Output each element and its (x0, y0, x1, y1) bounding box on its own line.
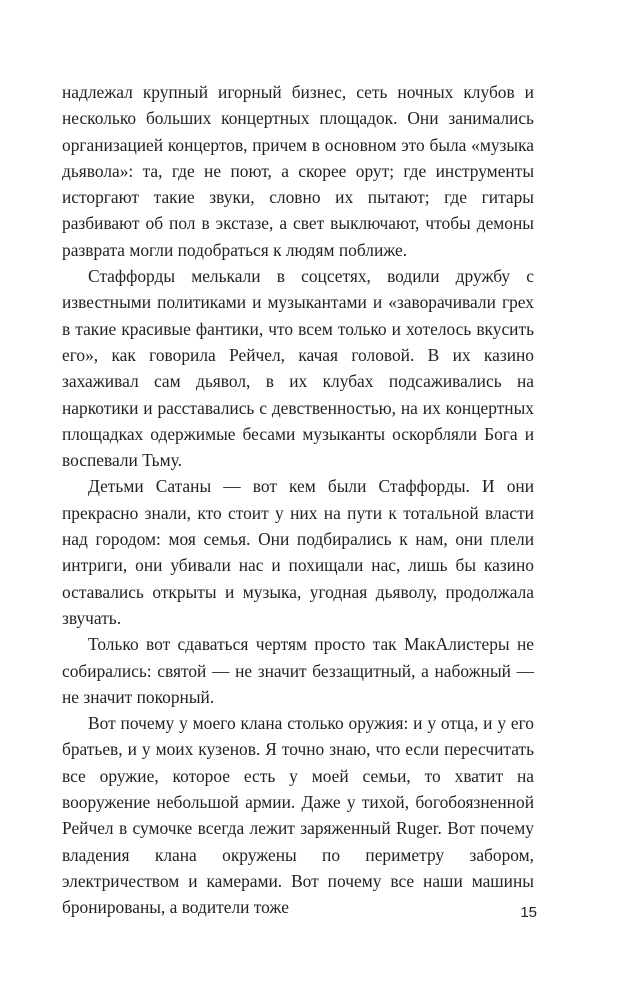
paragraph-staffords-social: Стаффорды мелькали в соцсетях, водили дружбу с известными политиками и музыкантами и «заворачивали грех в такие красивые фантики, что всем только и хотелось вкусить его», как говорила Рейчел, качая головой. В их казино захаживал сам дьявол, в их клубах подсаживались на наркотики и расставались с девственностью, на их концертных площадках одержимые бесами музыканты оскорбляли Бога и воспевали Тьму. (62, 266, 534, 471)
paragraph-gambling-business: надлежал крупный игорный бизнес, сеть ночных клубов и несколько больших концертных площадок. Они занимались организацией концертов, причем в основном это была «музыка дьявола»: та, где не поют, а скорее орут; где инструменты исторгают такие звуки, словно их пытают; где гитары разбивают об пол в экстазе, а свет выключают, чтобы демоны разврата могли подобраться к людям поближе. (62, 82, 534, 260)
paragraph-children-of-satan: Детьми Сатаны — вот кем были Стаффорды. И они прекрасно знали, кто стоит у них на пути к тотальной власти над городом: моя семья. Они подбирались к нам, они плели интриги, они убивали нас и похищали нас, лишь бы казино оставались открыты и музыка, угодная дьяволу, продолжала звучать. (62, 476, 534, 628)
paragraph-weapons: Вот почему у моего клана столько оружия: и у отца, и у его братьев, и у моих кузенов. Я точно знаю, что если пересчитать все оружие, которое есть у моей семьи, то хватит на вооружение небольшой армии. Даже у тихой, богобоязненной Рейчел в сумочке всегда лежит заряженный Ruger. Вот почему владения клана окружены по периметру забором, электричеством и камерами. Вот почему все наши машины бронированы, а водители тоже (62, 713, 534, 918)
paragraph-macalisters: Только вот сдаваться чертям просто так МакАлистеры не собирались: святой — не значит беззащитный, а набожный — не значит покорный. (62, 634, 534, 707)
page-number: 15 (520, 904, 537, 921)
book-page-body (62, 79, 534, 921)
